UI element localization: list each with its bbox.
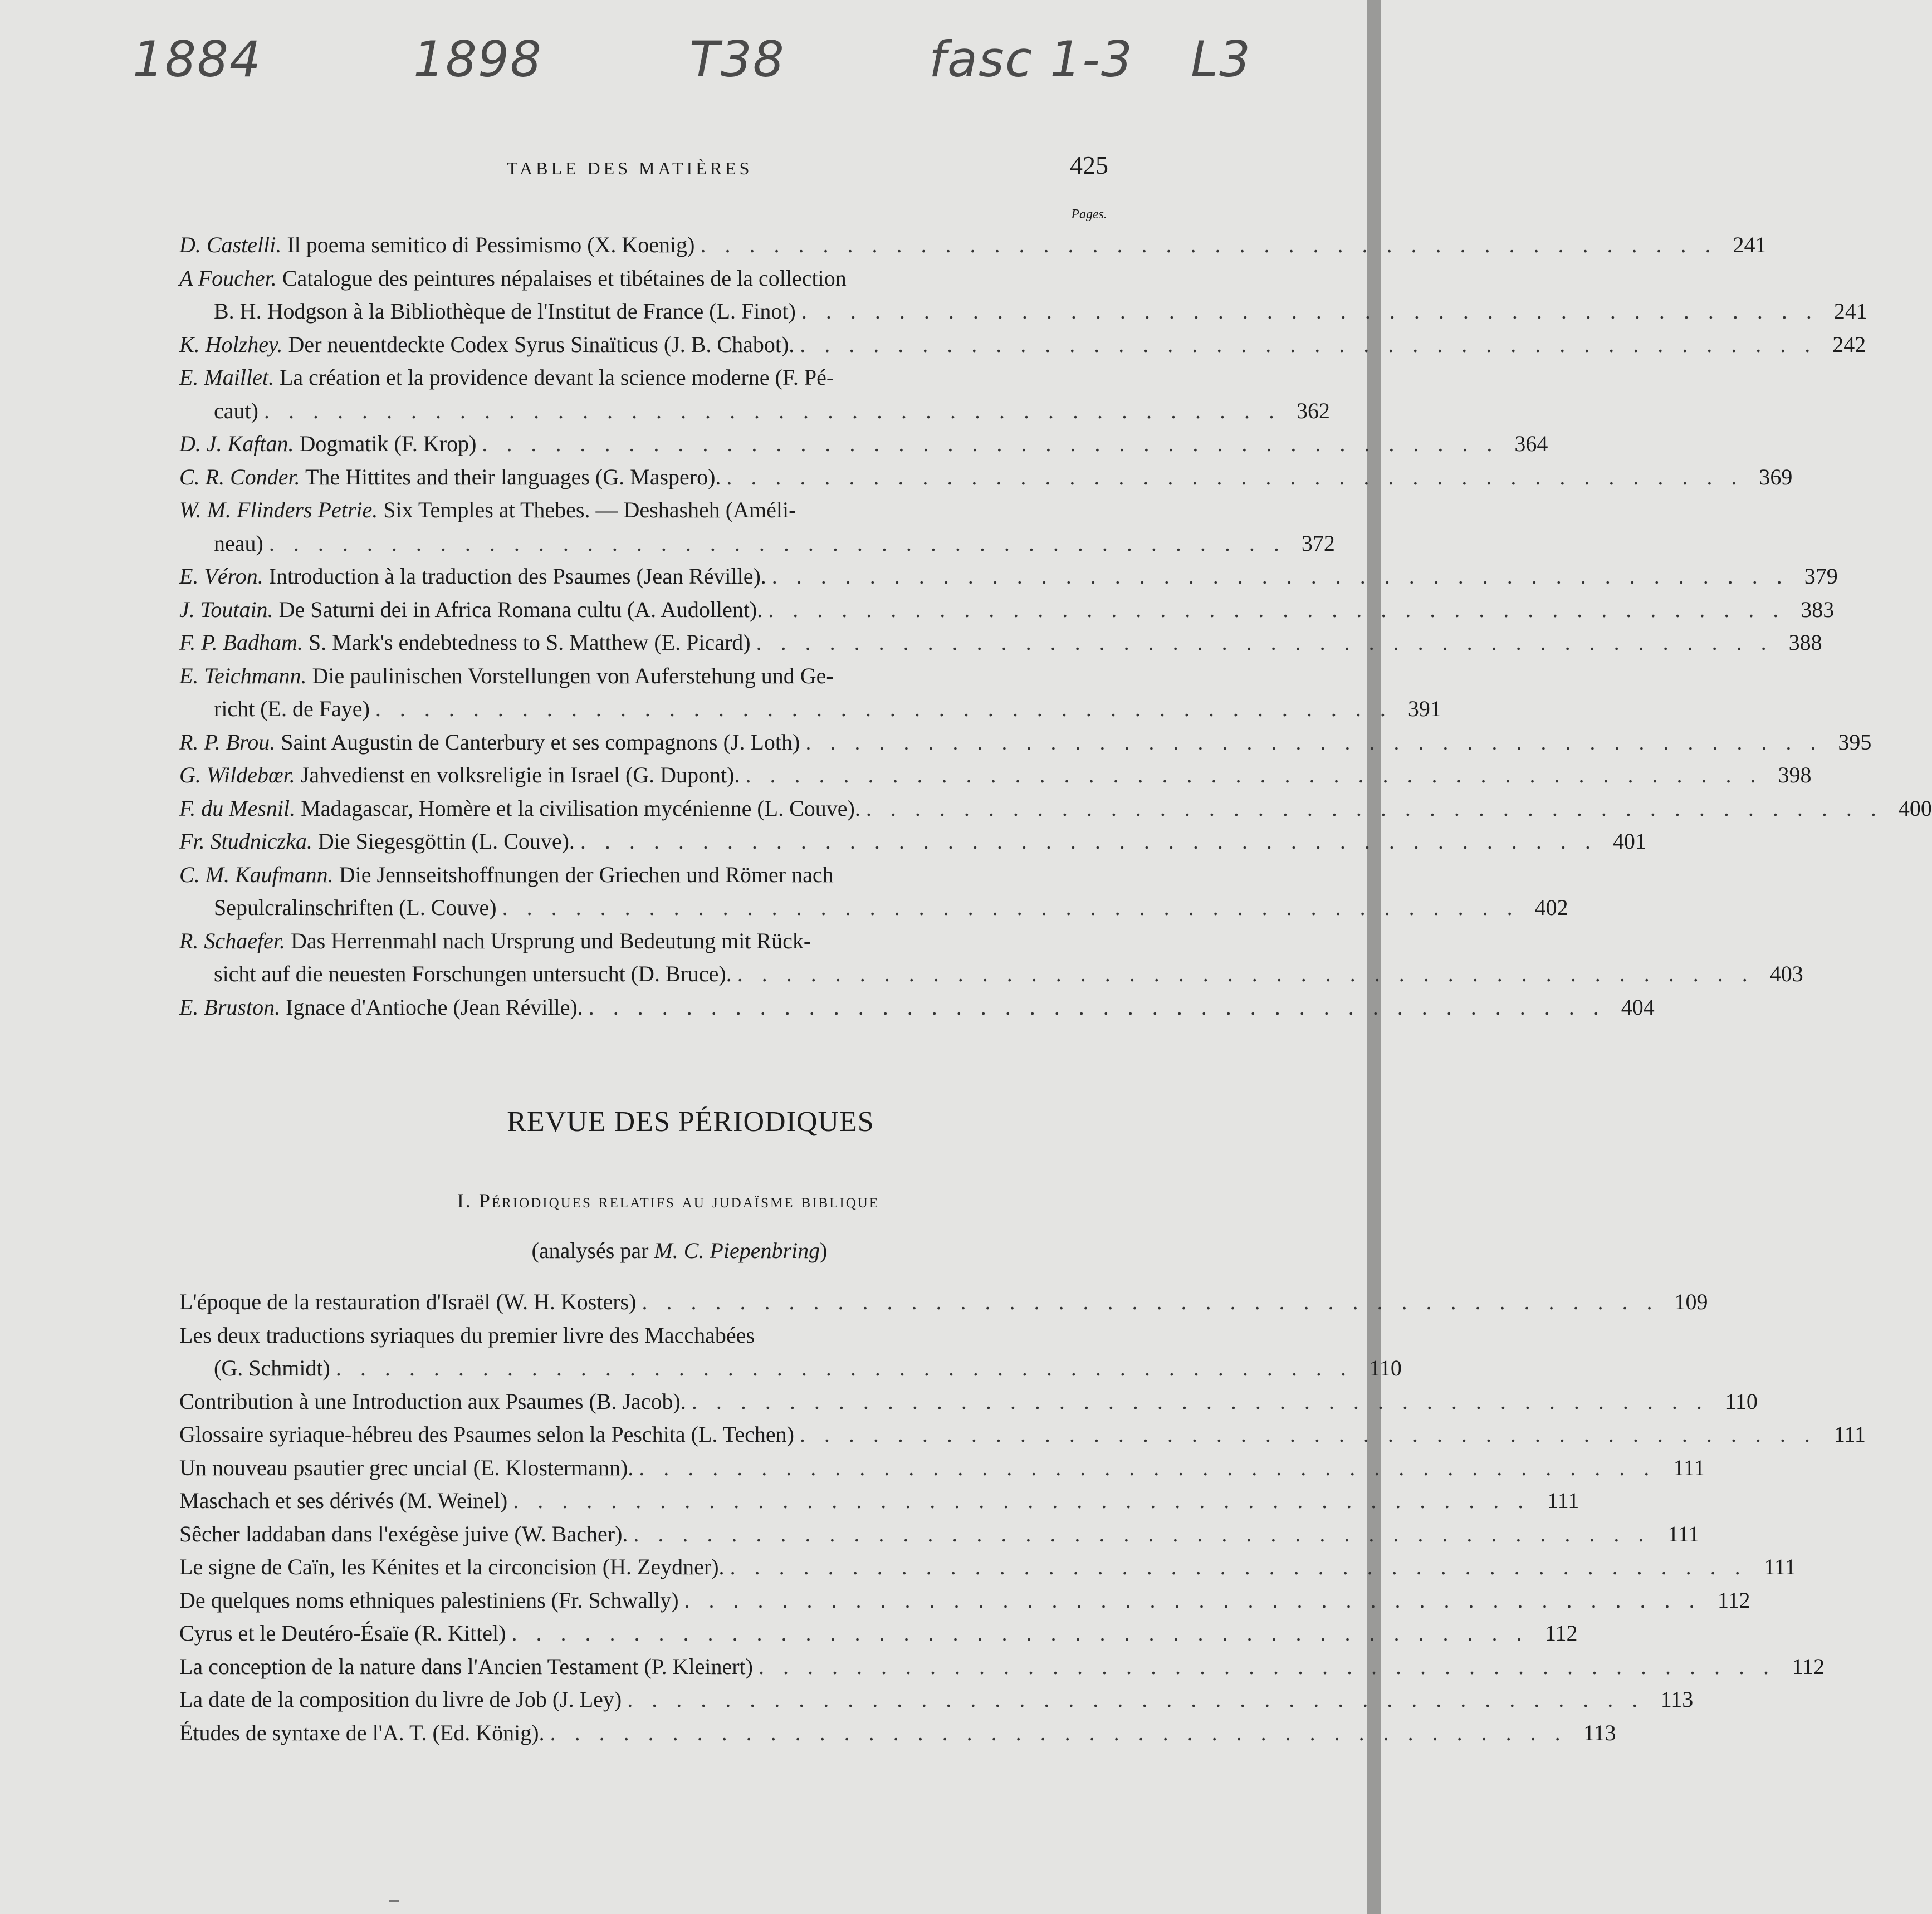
periodicals-list: [179, 1285, 1866, 1749]
toc-line: [179, 1584, 1750, 1617]
toc-page-number: 111: [1547, 1488, 1579, 1513]
toc-author: R. P. Brou.: [179, 729, 276, 755]
toc-entry: [179, 493, 1335, 560]
toc-title: B. H. Hodgson à la Bibliothèque de l'Institut de France (L. Finot): [214, 298, 796, 324]
toc-page-number: 112: [1792, 1653, 1825, 1679]
toc-entry: [179, 1550, 1796, 1584]
toc-title: Die paulinischen Vorstellungen von Auferstehung und Ge-: [312, 663, 834, 688]
toc-title: Ignace d'Antioche (Jean Réville).: [286, 994, 583, 1020]
book-review-list: [179, 228, 1932, 1024]
toc-line-text: [214, 527, 263, 560]
toc-title: sicht auf die neuesten Forschungen untersucht (D. Bruce).: [214, 961, 732, 986]
toc-author: D. J. Kaftan.: [179, 431, 294, 456]
dot-leader: . . . . . . . . . . . . . . . . . . . . . . . . . . . . . . . . . . . . . . . . . .: [758, 1653, 1776, 1679]
dot-leader: . . . . . . . . . . . . . . . . . . . . . . . . . . . . . . . . . . . . . . . . . .: [482, 431, 1499, 456]
toc-line: [179, 328, 1866, 361]
toc-entry: [179, 1650, 1825, 1683]
analysts-prefix: (analysés par: [531, 1238, 649, 1263]
toc-entry: [179, 328, 1866, 361]
toc-title: De quelques noms ethniques palestiniens (Fr. Schwally): [179, 1587, 679, 1613]
dot-leader: . . . . . . . . . . . . . . . . . . . . . . . . . . . . . . . . . . . . . . . . . .: [639, 1455, 1656, 1480]
toc-line-text: [179, 1285, 636, 1319]
toc-line-text: [214, 295, 796, 328]
toc-title: caut): [214, 398, 258, 423]
toc-page-number: 369: [1759, 464, 1793, 489]
dot-leader: . . . . . . . . . . . . . . . . . . . . . . . . . . . . . . . . . . . . . . . . . .: [756, 630, 1773, 655]
toc-author: C. M. Kaufmann.: [179, 861, 334, 887]
toc-page-number: 398: [1778, 762, 1812, 787]
toc-title: Un nouveau psautier grec uncial (E. Klostermann).: [179, 1455, 634, 1480]
toc-line-text: [214, 394, 258, 428]
toc-entry: [179, 461, 1793, 494]
toc-entry: [179, 1418, 1866, 1451]
toc-page-number: 364: [1514, 431, 1548, 456]
toc-entry: [179, 758, 1812, 792]
toc-entry: [179, 924, 1803, 991]
analysts-name: M. C. Piepenbring: [654, 1238, 820, 1263]
toc-line-text: [179, 1584, 679, 1617]
toc-line: [179, 1484, 1579, 1518]
toc-line-text: [179, 493, 1111, 527]
toc-page-number: 111: [1764, 1554, 1796, 1579]
toc-line-text: [179, 361, 1111, 394]
toc-page-number: 111: [1833, 1422, 1866, 1447]
toc-author: F. du Mesnil.: [179, 795, 296, 821]
toc-line: [179, 957, 1803, 991]
toc-line-text: [179, 1716, 545, 1750]
toc-line: [179, 626, 1822, 659]
toc-line: [179, 394, 1330, 428]
toc-entry: [179, 1319, 1402, 1385]
toc-line-text: [179, 1319, 1111, 1352]
toc-page-number: 110: [1725, 1388, 1758, 1414]
toc-title: La conception de la nature dans l'Ancien Testament (P. Kleinert): [179, 1653, 753, 1679]
toc-entry: [179, 1683, 1694, 1716]
dot-leader: . . . . . . . . . . . . . . . . . . . . . . . . . . . . . . . . . . . . . . . . . .: [550, 1720, 1567, 1745]
running-head-title: TABLE DES MATIÈRES: [507, 158, 753, 178]
toc-author: K. Holzhey.: [179, 331, 283, 357]
dot-leader: . . . . . . . . . . . . . . . . . . . . . . . . . . . . . . . . . . . . . . . . . .: [588, 994, 1606, 1020]
dot-leader: . . . . . . . . . . . . . . . . . . . . . . . . . . . . . . . . . . . . . . . . . .: [801, 298, 1818, 324]
running-head: [184, 150, 1108, 189]
toc-title: S. Mark's endebtedness to S. Matthew (E. Picard): [308, 630, 751, 655]
toc-entry: [179, 262, 1867, 328]
toc-author: E. Véron.: [179, 564, 263, 589]
dot-leader: . . . . . . . . . . . . . . . . . . . . . . . . . . . . . . . . . . . . . . . . . .: [805, 729, 1823, 755]
dot-leader: . . . . . . . . . . . . . . . . . . . . . . . . . . . . . . . . . . . . . . . . . .: [865, 795, 1883, 821]
toc-entry: [179, 1716, 1616, 1750]
toc-line: [179, 295, 1867, 328]
toc-line: [179, 560, 1838, 593]
dot-leader: . . . . . . . . . . . . . . . . . . . . . . . . . . . . . . . . . . . . . . . . . .: [268, 530, 1286, 556]
toc-line-text: [179, 593, 762, 626]
toc-title: Le signe de Caïn, les Kénites et la circoncision (H. Zeydner).: [179, 1554, 725, 1579]
dot-leader: . . . . . . . . . . . . . . . . . . . . . . . . . . . . . . . . . . . . . . . . . .: [502, 895, 1519, 920]
dot-leader: . . . . . . . . . . . . . . . . . . . . . . . . . . . . . . . . . . . . . . . . . .: [642, 1289, 1659, 1314]
toc-entry: [179, 427, 1548, 461]
toc-entry: [179, 858, 1568, 924]
dot-leader: . . . . . . . . . . . . . . . . . . . . . . . . . . . . . . . . . . . . . . . . . .: [800, 331, 1817, 357]
toc-line: [179, 924, 1111, 958]
toc-line-text: [179, 1451, 633, 1485]
toc-title: Dogmatik (F. Krop): [299, 431, 477, 456]
toc-page-number: 109: [1674, 1289, 1708, 1314]
toc-line-text: [179, 1518, 628, 1551]
toc-title: Sêcher laddaban dans l'exégèse juive (W. Bacher).: [179, 1521, 628, 1546]
toc-line: [179, 1617, 1578, 1650]
dot-leader: . . . . . . . . . . . . . . . . . . . . . . . . . . . . . . . . . . . . . . . . . .: [737, 961, 1754, 986]
toc-author: R. Schaefer.: [179, 928, 285, 953]
toc-line: [179, 1650, 1825, 1683]
toc-page-number: 110: [1369, 1355, 1402, 1381]
toc-line: [179, 1285, 1708, 1319]
dot-leader: . . . . . . . . . . . . . . . . . . . . . . . . . . . . . . . . . . . . . . . . . .: [700, 232, 1718, 257]
toc-page-number: 402: [1534, 895, 1568, 920]
toc-author: C. R. Conder.: [179, 464, 300, 489]
toc-entry: [179, 1584, 1750, 1617]
dot-leader: . . . . . . . . . . . . . . . . . . . . . . . . . . . . . . . . . . . . . . . . . .: [691, 1388, 1709, 1414]
toc-line: [179, 792, 1932, 825]
toc-line-text: [179, 991, 583, 1024]
analysts-line: [0, 1237, 1359, 1264]
toc-line: [179, 1418, 1866, 1451]
toc-page-number: 111: [1667, 1521, 1700, 1546]
dot-leader: . . . . . . . . . . . . . . . . . . . . . . . . . . . . . . . . . . . . . . . . . .: [375, 696, 1392, 721]
toc-line-text: [214, 1352, 330, 1385]
toc-line: [179, 1352, 1402, 1385]
toc-line: [179, 692, 1441, 726]
toc-line: [179, 726, 1872, 759]
toc-author: D. Castelli.: [179, 232, 282, 257]
toc-line-text: [214, 692, 370, 726]
toc-title: Il poema semitico di Pessimismo (X. Koenig): [287, 232, 695, 257]
toc-entry: [179, 593, 1835, 626]
analysts-suffix: ): [820, 1238, 828, 1263]
toc-entry: [179, 659, 1441, 726]
dot-leader: . . . . . . . . . . . . . . . . . . . . . . . . . . . . . . . . . . . . . . . . . .: [263, 398, 1281, 423]
toc-line-text: [179, 461, 721, 494]
toc-line-text: [214, 957, 732, 991]
toc-title: Contribution à une Introduction aux Psaumes (B. Jacob).: [179, 1388, 686, 1414]
toc-page-number: 112: [1718, 1587, 1750, 1613]
toc-page-number: 372: [1301, 530, 1335, 556]
toc-line-text: [179, 228, 694, 262]
toc-page-number: 400: [1898, 795, 1932, 821]
toc-title: Introduction à la traduction des Psaumes (Jean Réville).: [268, 564, 766, 589]
handwritten-note-4: fasc 1-3: [929, 31, 1133, 88]
toc-line-text: [179, 825, 575, 858]
dot-leader: . . . . . . . . . . . . . . . . . . . . . . . . . . . . . . . . . . . . . . . . . .: [726, 464, 1744, 489]
toc-title: Der neuentdeckte Codex Syrus Sinaïticus (J. B. Chabot).: [288, 331, 795, 357]
toc-page-number: 113: [1660, 1687, 1694, 1712]
toc-author: F. P. Badham.: [179, 630, 303, 655]
toc-line-text: [179, 262, 1111, 295]
toc-entry: [179, 1285, 1708, 1319]
toc-line: [179, 1683, 1694, 1716]
toc-entry: [179, 560, 1838, 593]
dot-leader: . . . . . . . . . . . . . . . . . . . . . . . . . . . . . . . . . . . . . . . . . .: [768, 596, 1786, 622]
toc-line-text: [179, 1385, 686, 1418]
toc-author: W. M. Flinders Petrie.: [179, 497, 378, 522]
toc-entry: [179, 626, 1822, 659]
toc-page-number: 241: [1733, 232, 1767, 257]
toc-entry: [179, 1484, 1579, 1518]
toc-entry: [179, 1617, 1578, 1650]
toc-author: A Foucher.: [179, 265, 277, 291]
toc-page-number: 241: [1833, 298, 1867, 324]
toc-line-text: [179, 560, 766, 593]
toc-line-text: [179, 1418, 794, 1451]
toc-line-text: [179, 1683, 622, 1716]
toc-line: [179, 825, 1646, 858]
page-mark: [389, 1900, 399, 1902]
toc-page-number: 403: [1769, 961, 1803, 986]
toc-entry: [179, 825, 1646, 858]
toc-line-text: [179, 1550, 725, 1584]
toc-entry: [179, 991, 1655, 1024]
handwritten-notes: [0, 31, 1381, 114]
dot-leader: . . . . . . . . . . . . . . . . . . . . . . . . . . . . . . . . . . . . . . . . . .: [745, 762, 1763, 787]
toc-line: [179, 1319, 1111, 1352]
toc-line-text: [179, 328, 794, 361]
toc-page-number: 379: [1804, 564, 1838, 589]
toc-title: Sepulcralinschriften (L. Couve): [214, 895, 497, 920]
toc-line-text: [179, 427, 476, 461]
toc-entry: [179, 1385, 1758, 1418]
toc-line: [179, 991, 1655, 1024]
toc-line: [179, 1550, 1796, 1584]
toc-line-text: [179, 1484, 507, 1518]
toc-line-text: [179, 924, 1111, 958]
toc-title: richt (E. de Faye): [214, 696, 370, 721]
dot-leader: . . . . . . . . . . . . . . . . . . . . . . . . . . . . . . . . . . . . . . . . . .: [580, 829, 1597, 854]
toc-page-number: 391: [1407, 696, 1441, 721]
dot-leader: . . . . . . . . . . . . . . . . . . . . . . . . . . . . . . . . . . . . . . . . . .: [335, 1355, 1353, 1381]
toc-title: Maschach et ses dérivés (M. Weinel): [179, 1488, 508, 1513]
dot-leader: . . . . . . . . . . . . . . . . . . . . . . . . . . . . . . . . . . . . . . . . . .: [513, 1488, 1530, 1513]
toc-page-number: 383: [1801, 596, 1835, 622]
toc-entry: [179, 1451, 1705, 1485]
handwritten-note-3: T38: [689, 31, 785, 88]
dot-leader: . . . . . . . . . . . . . . . . . . . . . . . . . . . . . . . . . . . . . . . . . .: [511, 1621, 1529, 1646]
toc-line: [179, 527, 1335, 560]
toc-page-number: 113: [1583, 1720, 1616, 1745]
toc-line: [179, 493, 1111, 527]
section-subtitle: [0, 1189, 1337, 1212]
dot-leader: . . . . . . . . . . . . . . . . . . . . . . . . . . . . . . . . . . . . . . . . . .: [730, 1554, 1747, 1579]
toc-line-text: [214, 891, 497, 924]
toc-line: [179, 1451, 1705, 1485]
toc-title: La date de la composition du livre de Job (J. Ley): [179, 1687, 622, 1712]
toc-line: [179, 228, 1767, 262]
toc-title: Cyrus et le Deutéro-Ésaïe (R. Kittel): [179, 1621, 506, 1646]
toc-title: De Saturni dei in Africa Romana cultu (A. Audollent).: [278, 596, 763, 622]
toc-author: E. Bruston.: [179, 994, 281, 1020]
toc-line-text: [179, 758, 740, 792]
toc-title: Les deux traductions syriaques du premier livre des Macchabées: [179, 1322, 755, 1348]
toc-page-number: 404: [1621, 994, 1655, 1020]
page-number: 425: [1070, 151, 1108, 179]
toc-page-number: 242: [1832, 331, 1866, 357]
toc-line: [179, 659, 1111, 693]
toc-page-number: 388: [1788, 630, 1822, 655]
toc-page-number: 395: [1838, 729, 1872, 755]
dot-leader: . . . . . . . . . . . . . . . . . . . . . . . . . . . . . . . . . . . . . . . . . .: [627, 1687, 1645, 1712]
toc-page-number: 362: [1296, 398, 1330, 423]
dot-leader: . . . . . . . . . . . . . . . . . . . . . . . . . . . . . . . . . . . . . . . . . .: [684, 1587, 1701, 1613]
handwritten-note-2: 1898: [413, 31, 542, 88]
toc-title: Six Temples at Thebes. — Deshasheh (Améli-: [383, 497, 796, 522]
toc-line: [179, 891, 1568, 924]
toc-page-number: 111: [1673, 1455, 1705, 1480]
toc-line: [179, 858, 1111, 892]
toc-line: [179, 361, 1111, 394]
toc-entry: [179, 228, 1767, 262]
toc-line: [179, 1716, 1616, 1750]
handwritten-note-5: L3: [1191, 31, 1252, 88]
toc-entry: [179, 361, 1330, 427]
toc-title: Saint Augustin de Canterbury et ses compagnons (J. Loth): [281, 729, 800, 755]
toc-entry: [179, 1518, 1700, 1551]
dot-leader: . . . . . . . . . . . . . . . . . . . . . . . . . . . . . . . . . . . . . . . . . .: [799, 1422, 1817, 1447]
toc-page-number: 401: [1612, 829, 1646, 854]
toc-line-text: [179, 792, 860, 825]
toc-title: Jahvedienst en volksreligie in Israel (G. Dupont).: [300, 762, 740, 787]
subtitle-number: I.: [457, 1189, 472, 1212]
toc-line-text: [179, 726, 800, 759]
toc-title: neau): [214, 530, 263, 556]
toc-title: Catalogue des peintures népalaises et tibétaines de la collection: [282, 265, 847, 291]
toc-title: (G. Schmidt): [214, 1355, 330, 1381]
dot-leader: . . . . . . . . . . . . . . . . . . . . . . . . . . . . . . . . . . . . . . . . . .: [771, 564, 1789, 589]
section-title: REVUE DES PÉRIODIQUES: [507, 1106, 874, 1138]
dot-leader: . . . . . . . . . . . . . . . . . . . . . . . . . . . . . . . . . . . . . . . . . .: [633, 1521, 1651, 1546]
toc-line: [179, 1518, 1700, 1551]
toc-line-text: [179, 858, 1111, 892]
subtitle-text: Périodiques relatifs au judaïsme biblique: [478, 1189, 880, 1212]
toc-line: [179, 593, 1835, 626]
toc-line-text: [179, 1650, 753, 1683]
toc-title: L'époque de la restauration d'Israël (W. H. Kosters): [179, 1289, 637, 1314]
toc-title: Madagascar, Homère et la civilisation mycénienne (L. Couve).: [301, 795, 860, 821]
toc-author: E. Teichmann.: [179, 663, 307, 688]
toc-line-text: [179, 626, 751, 659]
toc-line: [179, 461, 1793, 494]
handwritten-note-1: 1884: [133, 31, 262, 88]
toc-title: Glossaire syriaque-hébreu des Psaumes selon la Peschita (L. Techen): [179, 1422, 794, 1447]
toc-line: [179, 427, 1548, 461]
toc-author: E. Maillet.: [179, 365, 274, 390]
toc-author: Fr. Studniczka.: [179, 829, 312, 854]
toc-title: Das Herrenmahl nach Ursprung und Bedeutung mit Rück-: [290, 928, 811, 953]
toc-title: The Hittites and their languages (G. Maspero).: [305, 464, 721, 489]
toc-title: Études de syntaxe de l'A. T. (Ed. König).: [179, 1720, 545, 1745]
toc-page-number: 112: [1544, 1621, 1578, 1646]
toc-author: G. Wildebœr.: [179, 762, 295, 787]
toc-line: [179, 1385, 1758, 1418]
toc-author: J. Toutain.: [179, 596, 273, 622]
toc-title: Die Jennseitshoffnungen der Griechen und Römer nach: [339, 861, 834, 887]
toc-line-text: [179, 1617, 506, 1650]
pages-column-label: Pages.: [1071, 207, 1107, 222]
toc-entry: [179, 726, 1872, 759]
toc-line-text: [179, 659, 1111, 693]
toc-line: [179, 758, 1812, 792]
toc-entry: [179, 792, 1932, 825]
toc-title: Die Siegesgöttin (L. Couve).: [317, 829, 575, 854]
toc-line: [179, 262, 1111, 295]
toc-title: La création et la providence devant la science moderne (F. Pé-: [279, 365, 834, 390]
